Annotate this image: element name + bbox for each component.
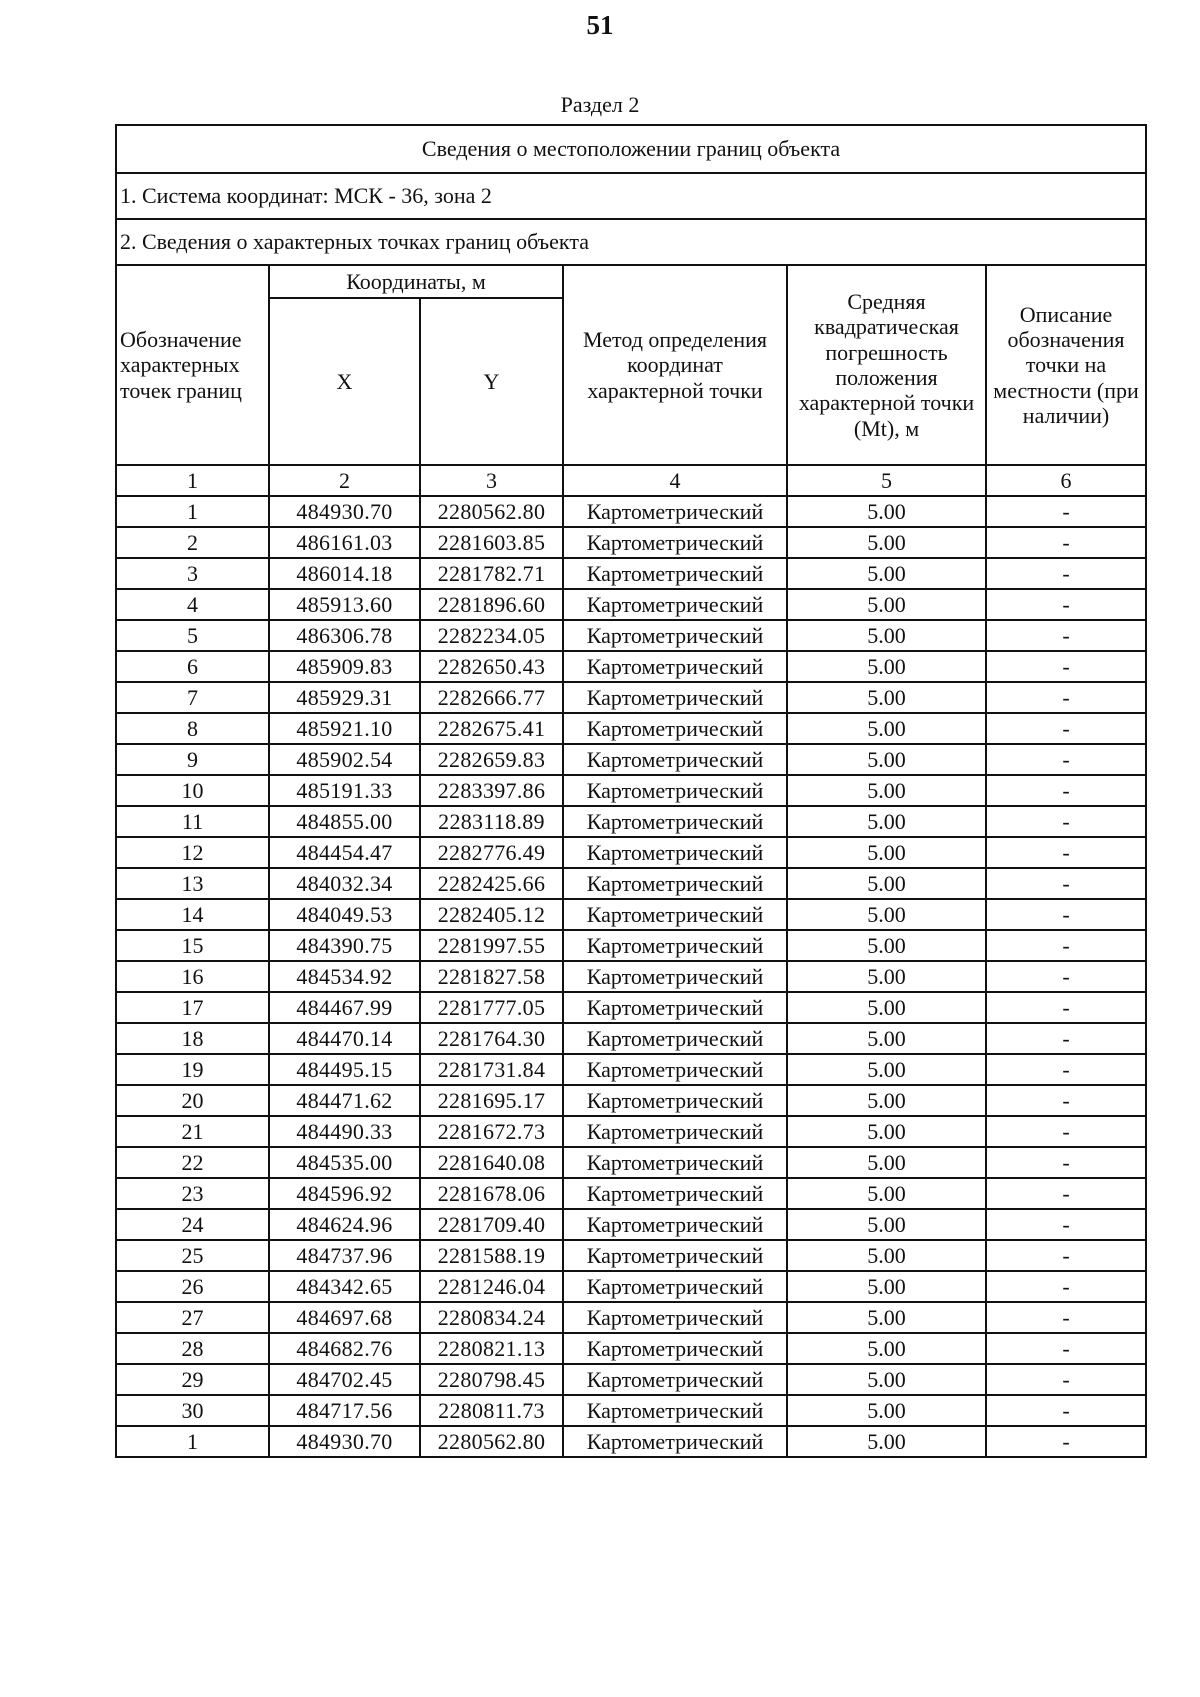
point-cell: 5 [116, 620, 269, 651]
x-cell: 484454.47 [269, 837, 420, 868]
x-cell: 484737.96 [269, 1240, 420, 1271]
point-cell: 25 [116, 1240, 269, 1271]
description-cell: - [986, 589, 1146, 620]
error-cell: 5.00 [787, 1209, 986, 1240]
x-cell: 484930.70 [269, 1426, 420, 1457]
error-cell: 5.00 [787, 1178, 986, 1209]
method-cell: Картометрический [563, 1116, 787, 1147]
y-cell: 2281695.17 [420, 1085, 563, 1116]
description-cell: - [986, 496, 1146, 527]
error-cell: 5.00 [787, 713, 986, 744]
description-cell: - [986, 961, 1146, 992]
description-cell: - [986, 1426, 1146, 1457]
description-cell: - [986, 744, 1146, 775]
header-coords: Координаты, м [269, 265, 563, 298]
description-cell: - [986, 899, 1146, 930]
header-description: Описание обозначения точки на местности (при наличии) [986, 265, 1146, 465]
table-row [116, 682, 1146, 713]
method-cell: Картометрический [563, 651, 787, 682]
method-cell: Картометрический [563, 775, 787, 806]
y-cell: 2282776.49 [420, 837, 563, 868]
method-cell: Картометрический [563, 558, 787, 589]
description-cell: - [986, 868, 1146, 899]
table-row [116, 899, 1146, 930]
x-cell: 484470.14 [269, 1023, 420, 1054]
point-cell: 20 [116, 1085, 269, 1116]
error-cell: 5.00 [787, 1364, 986, 1395]
point-cell: 28 [116, 1333, 269, 1364]
coordinate-system: 1. Система координат: МСК - 36, зона 2 [116, 173, 1146, 219]
method-cell: Картометрический [563, 961, 787, 992]
method-cell: Картометрический [563, 1147, 787, 1178]
point-cell: 1 [116, 1426, 269, 1457]
error-cell: 5.00 [787, 1023, 986, 1054]
x-cell: 484596.92 [269, 1178, 420, 1209]
points-heading-row [116, 219, 1146, 265]
table-row [116, 930, 1146, 961]
y-cell: 2281997.55 [420, 930, 563, 961]
x-cell: 484682.76 [269, 1333, 420, 1364]
method-cell: Картометрический [563, 1054, 787, 1085]
y-cell: 2281782.71 [420, 558, 563, 589]
x-cell: 485929.31 [269, 682, 420, 713]
point-cell: 7 [116, 682, 269, 713]
y-cell: 2281764.30 [420, 1023, 563, 1054]
method-cell: Картометрический [563, 1209, 787, 1240]
column-number: 3 [420, 465, 563, 496]
y-cell: 2282405.12 [420, 899, 563, 930]
method-cell: Картометрический [563, 868, 787, 899]
point-cell: 14 [116, 899, 269, 930]
table-row [116, 1395, 1146, 1426]
table-row [116, 589, 1146, 620]
point-cell: 19 [116, 1054, 269, 1085]
x-cell: 485902.54 [269, 744, 420, 775]
table-row [116, 1116, 1146, 1147]
table-row [116, 1271, 1146, 1302]
table-row [116, 992, 1146, 1023]
point-cell: 6 [116, 651, 269, 682]
method-cell: Картометрический [563, 899, 787, 930]
point-cell: 11 [116, 806, 269, 837]
y-cell: 2281640.08 [420, 1147, 563, 1178]
error-cell: 5.00 [787, 620, 986, 651]
point-cell: 13 [116, 868, 269, 899]
table-row [116, 1023, 1146, 1054]
description-cell: - [986, 1395, 1146, 1426]
y-cell: 2283397.86 [420, 775, 563, 806]
table-row [116, 713, 1146, 744]
column-numbers-row [116, 465, 1146, 496]
y-cell: 2281709.40 [420, 1209, 563, 1240]
error-cell: 5.00 [787, 1116, 986, 1147]
table-row [116, 744, 1146, 775]
error-cell: 5.00 [787, 527, 986, 558]
method-cell: Картометрический [563, 1085, 787, 1116]
x-cell: 484342.65 [269, 1271, 420, 1302]
error-cell: 5.00 [787, 992, 986, 1023]
x-cell: 484495.15 [269, 1054, 420, 1085]
error-cell: 5.00 [787, 1333, 986, 1364]
method-cell: Картометрический [563, 837, 787, 868]
description-cell: - [986, 930, 1146, 961]
y-cell: 2282234.05 [420, 620, 563, 651]
table-title: Сведения о местоположении границ объекта [116, 125, 1146, 173]
points-heading: 2. Сведения о характерных точках границ объекта [116, 219, 1146, 265]
header-method: Метод определения координат характерной точки [563, 265, 787, 465]
x-cell: 484717.56 [269, 1395, 420, 1426]
error-cell: 5.00 [787, 1147, 986, 1178]
table-row [116, 1085, 1146, 1116]
table-row [116, 1426, 1146, 1457]
y-cell: 2282666.77 [420, 682, 563, 713]
x-cell: 484702.45 [269, 1364, 420, 1395]
description-cell: - [986, 1054, 1146, 1085]
table-row [116, 1147, 1146, 1178]
x-cell: 485909.83 [269, 651, 420, 682]
point-cell: 27 [116, 1302, 269, 1333]
x-cell: 484534.92 [269, 961, 420, 992]
error-cell: 5.00 [787, 589, 986, 620]
coordinate-system-row [116, 173, 1146, 219]
table-row [116, 1178, 1146, 1209]
description-cell: - [986, 527, 1146, 558]
point-cell: 26 [116, 1271, 269, 1302]
method-cell: Картометрический [563, 992, 787, 1023]
description-cell: - [986, 992, 1146, 1023]
error-cell: 5.00 [787, 930, 986, 961]
error-cell: 5.00 [787, 961, 986, 992]
column-number: 2 [269, 465, 420, 496]
y-cell: 2282675.41 [420, 713, 563, 744]
description-cell: - [986, 1178, 1146, 1209]
error-cell: 5.00 [787, 651, 986, 682]
x-cell: 485191.33 [269, 775, 420, 806]
x-cell: 484049.53 [269, 899, 420, 930]
description-cell: - [986, 682, 1146, 713]
point-cell: 16 [116, 961, 269, 992]
error-cell: 5.00 [787, 806, 986, 837]
method-cell: Картометрический [563, 744, 787, 775]
point-cell: 12 [116, 837, 269, 868]
x-cell: 484930.70 [269, 496, 420, 527]
error-cell: 5.00 [787, 1054, 986, 1085]
point-cell: 3 [116, 558, 269, 589]
table-row [116, 806, 1146, 837]
table-row [116, 868, 1146, 899]
description-cell: - [986, 620, 1146, 651]
y-cell: 2282659.83 [420, 744, 563, 775]
y-cell: 2280562.80 [420, 496, 563, 527]
description-cell: - [986, 651, 1146, 682]
x-cell: 484624.96 [269, 1209, 420, 1240]
description-cell: - [986, 1116, 1146, 1147]
point-cell: 23 [116, 1178, 269, 1209]
table-row [116, 620, 1146, 651]
point-cell: 10 [116, 775, 269, 806]
table-row [116, 837, 1146, 868]
y-cell: 2281731.84 [420, 1054, 563, 1085]
point-cell: 2 [116, 527, 269, 558]
error-cell: 5.00 [787, 744, 986, 775]
y-cell: 2280562.80 [420, 1426, 563, 1457]
method-cell: Картометрический [563, 806, 787, 837]
y-cell: 2280834.24 [420, 1302, 563, 1333]
description-cell: - [986, 775, 1146, 806]
x-cell: 486306.78 [269, 620, 420, 651]
description-cell: - [986, 713, 1146, 744]
y-cell: 2281777.05 [420, 992, 563, 1023]
y-cell: 2282425.66 [420, 868, 563, 899]
column-number: 5 [787, 465, 986, 496]
method-cell: Картометрический [563, 496, 787, 527]
method-cell: Картометрический [563, 682, 787, 713]
description-cell: - [986, 1023, 1146, 1054]
point-cell: 21 [116, 1116, 269, 1147]
point-cell: 8 [116, 713, 269, 744]
point-cell: 15 [116, 930, 269, 961]
point-cell: 4 [116, 589, 269, 620]
y-cell: 2281896.60 [420, 589, 563, 620]
description-cell: - [986, 806, 1146, 837]
header-error: Средняя квадратическая погрешность положения характерной точки (Mt), м [787, 265, 986, 465]
error-cell: 5.00 [787, 1085, 986, 1116]
y-cell: 2280798.45 [420, 1364, 563, 1395]
table-row [116, 496, 1146, 527]
table-row [116, 775, 1146, 806]
description-cell: - [986, 837, 1146, 868]
x-cell: 486161.03 [269, 527, 420, 558]
error-cell: 5.00 [787, 899, 986, 930]
y-cell: 2281588.19 [420, 1240, 563, 1271]
point-cell: 9 [116, 744, 269, 775]
x-cell: 484855.00 [269, 806, 420, 837]
x-cell: 484490.33 [269, 1116, 420, 1147]
error-cell: 5.00 [787, 1395, 986, 1426]
description-cell: - [986, 1240, 1146, 1271]
x-cell: 484467.99 [269, 992, 420, 1023]
point-cell: 24 [116, 1209, 269, 1240]
method-cell: Картометрический [563, 1178, 787, 1209]
table-row [116, 1364, 1146, 1395]
method-cell: Картометрический [563, 930, 787, 961]
point-cell: 22 [116, 1147, 269, 1178]
method-cell: Картометрический [563, 1395, 787, 1426]
header-row-1 [116, 265, 1146, 298]
method-cell: Картометрический [563, 1333, 787, 1364]
y-cell: 2280811.73 [420, 1395, 563, 1426]
y-cell: 2281678.06 [420, 1178, 563, 1209]
method-cell: Картометрический [563, 527, 787, 558]
description-cell: - [986, 1271, 1146, 1302]
section-label: Раздел 2 [560, 92, 640, 117]
table-row [116, 961, 1146, 992]
header-x: X [269, 298, 420, 465]
table-row [116, 651, 1146, 682]
x-cell: 485921.10 [269, 713, 420, 744]
y-cell: 2281827.58 [420, 961, 563, 992]
table-title-row [116, 125, 1146, 173]
method-cell: Картометрический [563, 1240, 787, 1271]
x-cell: 486014.18 [269, 558, 420, 589]
y-cell: 2283118.89 [420, 806, 563, 837]
x-cell: 484032.34 [269, 868, 420, 899]
error-cell: 5.00 [787, 868, 986, 899]
method-cell: Картометрический [563, 1426, 787, 1457]
point-cell: 1 [116, 496, 269, 527]
description-cell: - [986, 1364, 1146, 1395]
header-point: Обозначение характерных точек границ [116, 265, 269, 465]
table-row [116, 1240, 1146, 1271]
page-number: 51 [586, 10, 614, 40]
table-row [116, 1333, 1146, 1364]
column-number: 6 [986, 465, 1146, 496]
error-cell: 5.00 [787, 775, 986, 806]
table-row [116, 1054, 1146, 1085]
description-cell: - [986, 1209, 1146, 1240]
column-number: 1 [116, 465, 269, 496]
description-cell: - [986, 558, 1146, 589]
header-y: Y [420, 298, 563, 465]
y-cell: 2281603.85 [420, 527, 563, 558]
error-cell: 5.00 [787, 558, 986, 589]
point-cell: 17 [116, 992, 269, 1023]
y-cell: 2282650.43 [420, 651, 563, 682]
error-cell: 5.00 [787, 1271, 986, 1302]
description-cell: - [986, 1085, 1146, 1116]
x-cell: 484390.75 [269, 930, 420, 961]
error-cell: 5.00 [787, 496, 986, 527]
error-cell: 5.00 [787, 1240, 986, 1271]
error-cell: 5.00 [787, 1426, 986, 1457]
description-cell: - [986, 1147, 1146, 1178]
y-cell: 2280821.13 [420, 1333, 563, 1364]
description-cell: - [986, 1302, 1146, 1333]
method-cell: Картометрический [563, 589, 787, 620]
x-cell: 484697.68 [269, 1302, 420, 1333]
point-cell: 30 [116, 1395, 269, 1426]
table-row [116, 1302, 1146, 1333]
x-cell: 484535.00 [269, 1147, 420, 1178]
point-cell: 18 [116, 1023, 269, 1054]
boundary-points-table [115, 124, 1147, 1458]
method-cell: Картометрический [563, 1271, 787, 1302]
method-cell: Картометрический [563, 1364, 787, 1395]
method-cell: Картометрический [563, 620, 787, 651]
x-cell: 485913.60 [269, 589, 420, 620]
table-row [116, 1209, 1146, 1240]
y-cell: 2281672.73 [420, 1116, 563, 1147]
column-number: 4 [563, 465, 787, 496]
method-cell: Картометрический [563, 1302, 787, 1333]
error-cell: 5.00 [787, 1302, 986, 1333]
method-cell: Картометрический [563, 713, 787, 744]
table-row [116, 527, 1146, 558]
error-cell: 5.00 [787, 837, 986, 868]
description-cell: - [986, 1333, 1146, 1364]
point-cell: 29 [116, 1364, 269, 1395]
table-row [116, 558, 1146, 589]
x-cell: 484471.62 [269, 1085, 420, 1116]
y-cell: 2281246.04 [420, 1271, 563, 1302]
method-cell: Картометрический [563, 1023, 787, 1054]
error-cell: 5.00 [787, 682, 986, 713]
